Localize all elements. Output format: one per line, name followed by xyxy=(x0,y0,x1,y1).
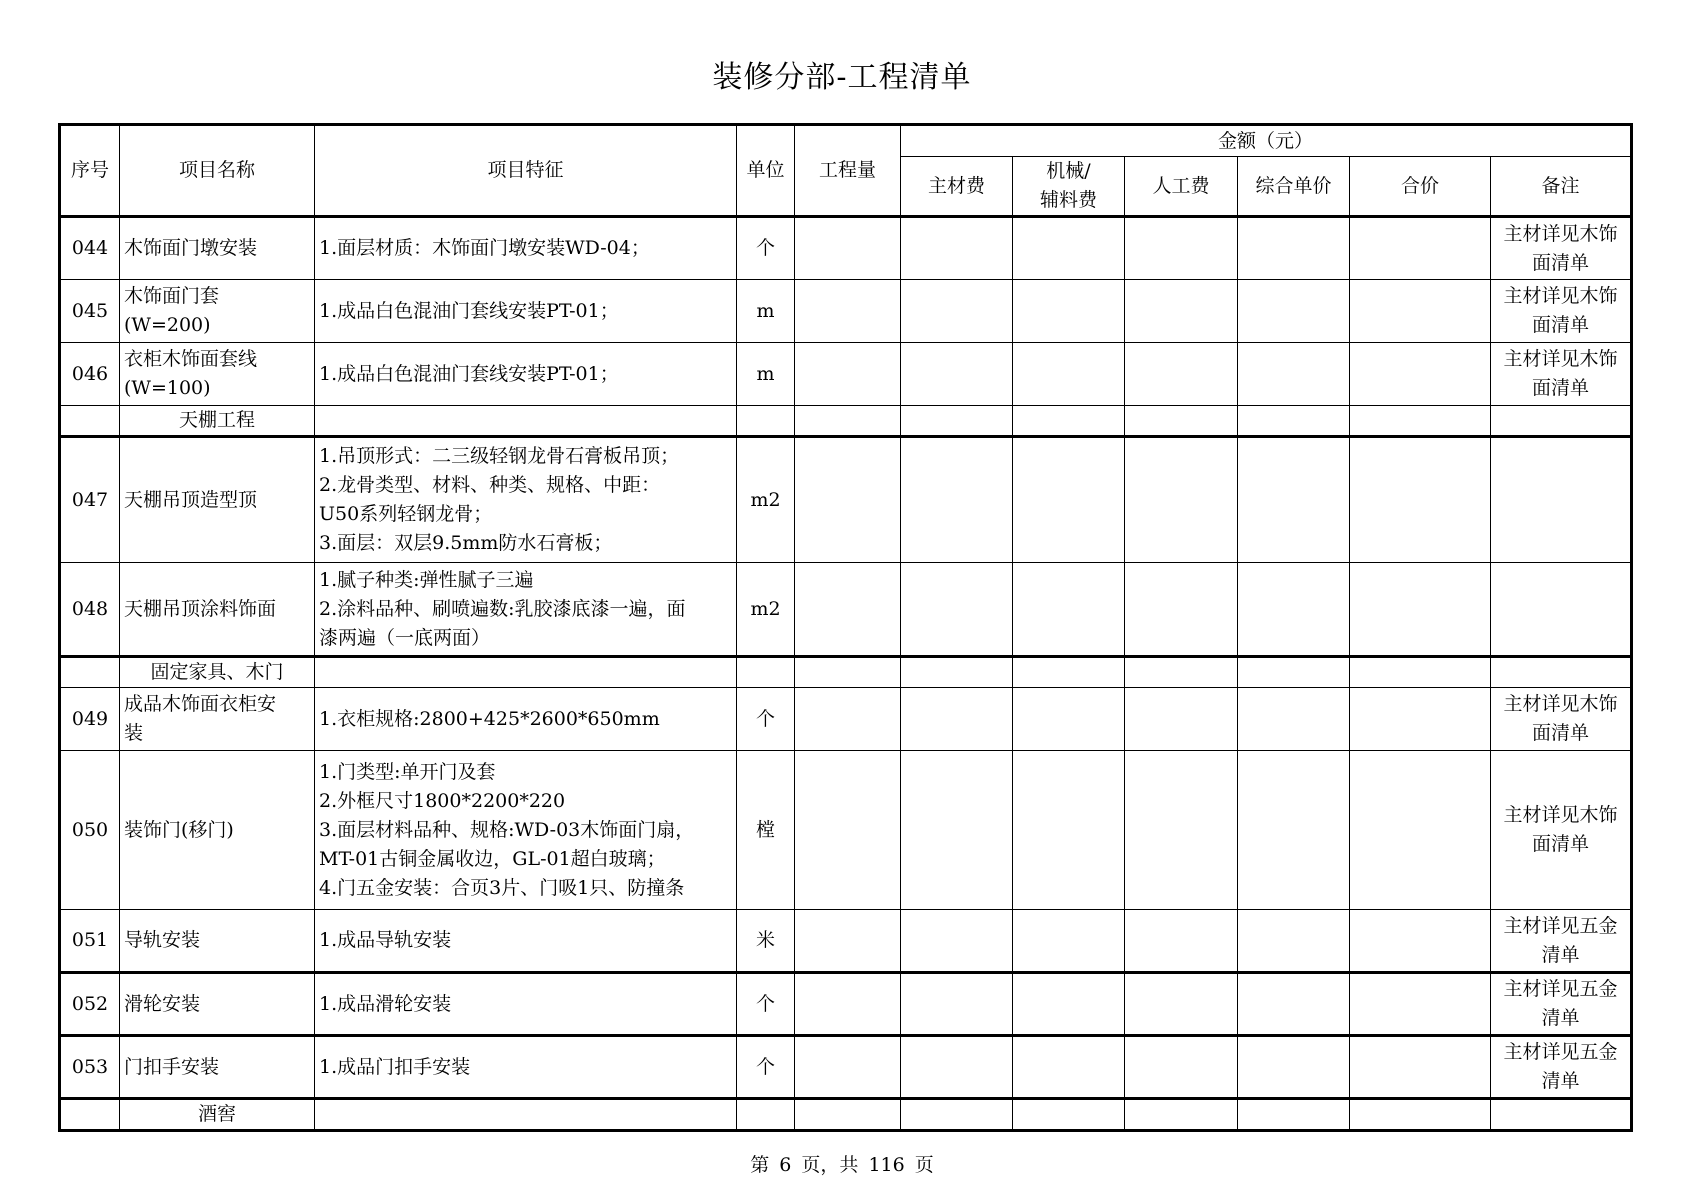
empty-cell xyxy=(1013,1099,1125,1131)
qty-cell xyxy=(795,437,901,563)
machine-cell xyxy=(1013,437,1125,563)
item-name-line: 门扣手安装 xyxy=(124,1055,220,1078)
main-material-cell xyxy=(901,563,1013,657)
empty-cell xyxy=(1125,1099,1238,1131)
header-qty: 工程量 xyxy=(795,125,901,217)
machine-cell xyxy=(1013,1036,1125,1099)
total-cell xyxy=(1350,973,1491,1036)
item-unit: 个 xyxy=(737,688,795,751)
labor-cell xyxy=(1125,1036,1238,1099)
footer-prefix: 第 xyxy=(750,1154,770,1176)
machine-cell xyxy=(1013,563,1125,657)
item-name-line: 导轨安装 xyxy=(124,929,201,951)
page-title: 装修分部-工程清单 xyxy=(712,60,972,95)
empty-cell xyxy=(1350,1099,1491,1131)
total-cell xyxy=(1350,751,1491,910)
header-total: 合价 xyxy=(1350,157,1491,217)
item-remark xyxy=(1491,217,1632,280)
unit-price-cell xyxy=(1238,1036,1350,1099)
empty-cell xyxy=(1491,1099,1632,1131)
empty-cell xyxy=(1238,1099,1350,1131)
main-material-cell xyxy=(901,1036,1013,1099)
item-name-line: 衣柜木饰面套线 xyxy=(124,348,258,370)
item-name xyxy=(120,563,315,657)
item-unit: m xyxy=(737,280,795,343)
labor-cell xyxy=(1125,437,1238,563)
item-remark-line: 面清单 xyxy=(1532,377,1590,399)
item-feature xyxy=(315,973,737,1036)
item-unit: m2 xyxy=(737,437,795,563)
item-remark-line: 主材详见五金 xyxy=(1503,1041,1618,1063)
item-remark-line: 主材详见木饰 xyxy=(1503,222,1618,245)
item-remark-line: 面清单 xyxy=(1532,251,1590,274)
empty-cell xyxy=(737,657,795,688)
qty-cell xyxy=(795,910,901,973)
item-name-line: 装 xyxy=(124,722,144,744)
qty-cell xyxy=(795,563,901,657)
item-feature xyxy=(315,1036,737,1099)
item-unit: 樘 xyxy=(737,751,795,910)
item-name-line: 天棚吊顶涂料饰面 xyxy=(124,597,277,620)
empty-cell xyxy=(795,1099,901,1131)
unit-price-cell xyxy=(1238,563,1350,657)
item-name-line: (W=200) xyxy=(124,314,211,336)
table-row xyxy=(60,688,1632,751)
item-seq: 047 xyxy=(60,437,120,563)
main-material-cell xyxy=(901,910,1013,973)
labor-cell xyxy=(1125,217,1238,280)
item-seq: 048 xyxy=(60,563,120,657)
item-feature xyxy=(315,751,737,910)
header-amount-group: 金额（元） xyxy=(901,125,1632,157)
item-seq: 053 xyxy=(60,1036,120,1099)
item-feature xyxy=(315,280,737,343)
item-unit: m2 xyxy=(737,563,795,657)
labor-cell xyxy=(1125,910,1238,973)
machine-cell xyxy=(1013,910,1125,973)
item-seq: 051 xyxy=(60,910,120,973)
item-name xyxy=(120,751,315,910)
section-row xyxy=(60,657,1632,688)
item-unit: 个 xyxy=(737,1036,795,1099)
table-row xyxy=(60,973,1632,1036)
empty-cell xyxy=(1238,406,1350,437)
empty-cell xyxy=(795,657,901,688)
item-name xyxy=(120,688,315,751)
item-remark xyxy=(1491,910,1632,973)
item-remark-line: 面清单 xyxy=(1532,833,1590,855)
footer-page-number: 6 xyxy=(779,1154,792,1176)
item-name-line: 滑轮安装 xyxy=(124,992,201,1015)
item-remark-line: 主材详见木饰 xyxy=(1503,804,1618,826)
item-remark xyxy=(1491,688,1632,751)
machine-cell xyxy=(1013,217,1125,280)
item-name-line: 天棚吊顶造型顶 xyxy=(124,488,258,511)
item-feature xyxy=(315,343,737,406)
item-remark xyxy=(1491,343,1632,406)
main-material-cell xyxy=(901,437,1013,563)
section-title: 固定家具、木门 xyxy=(120,657,315,688)
item-name xyxy=(120,217,315,280)
bill-of-quantities-table xyxy=(58,123,1633,1132)
item-name-line: (W=100) xyxy=(124,377,211,399)
empty-cell xyxy=(315,1099,737,1131)
item-feature xyxy=(315,437,737,563)
item-feature-line: 1.成品白色混油门套线安装PT-01； xyxy=(319,299,619,322)
item-remark xyxy=(1491,751,1632,910)
item-remark xyxy=(1491,563,1632,657)
table-row xyxy=(60,910,1632,973)
item-remark xyxy=(1491,1036,1632,1099)
unit-price-cell xyxy=(1238,688,1350,751)
item-name-line: 成品木饰面衣柜安 xyxy=(124,693,277,715)
empty-cell xyxy=(1350,406,1491,437)
header-machine xyxy=(1013,157,1125,217)
empty-cell xyxy=(737,406,795,437)
item-remark xyxy=(1491,973,1632,1036)
item-name-line: 木饰面门墩安装 xyxy=(124,237,258,259)
header-labor: 人工费 xyxy=(1125,157,1238,217)
empty-cell xyxy=(901,1099,1013,1131)
item-feature-line: 2.涂料品种、刷喷遍数:乳胶漆底漆一遍，面 xyxy=(319,597,686,620)
item-remark-line: 面清单 xyxy=(1532,722,1590,744)
total-cell xyxy=(1350,1036,1491,1099)
item-unit: m xyxy=(737,343,795,406)
item-feature-line: 3.面层：双层9.5mm防水石膏板； xyxy=(319,532,613,554)
header-machine-line2: 辅料费 xyxy=(1039,189,1097,211)
item-feature xyxy=(315,217,737,280)
qty-cell xyxy=(795,217,901,280)
section-seq-cell xyxy=(60,406,120,437)
empty-cell xyxy=(315,657,737,688)
item-feature-line: 漆两遍（一底两面） xyxy=(319,626,491,649)
header-name: 项目名称 xyxy=(120,125,315,217)
item-feature xyxy=(315,563,737,657)
item-unit: 米 xyxy=(737,910,795,973)
empty-cell xyxy=(1013,406,1125,437)
empty-cell xyxy=(1125,406,1238,437)
qty-cell xyxy=(795,1036,901,1099)
main-material-cell xyxy=(901,688,1013,751)
total-cell xyxy=(1350,688,1491,751)
qty-cell xyxy=(795,688,901,751)
item-feature-line: 1.成品白色混油门套线安装PT-01； xyxy=(319,362,619,385)
item-seq: 046 xyxy=(60,343,120,406)
empty-cell xyxy=(901,657,1013,688)
qty-cell xyxy=(795,280,901,343)
machine-cell xyxy=(1013,751,1125,910)
labor-cell xyxy=(1125,688,1238,751)
labor-cell xyxy=(1125,280,1238,343)
item-name xyxy=(120,973,315,1036)
unit-price-cell xyxy=(1238,910,1350,973)
header-unit-price: 综合单价 xyxy=(1238,157,1350,217)
item-feature-line: 1.腻子种类:弹性腻子三遍 xyxy=(319,568,534,591)
machine-cell xyxy=(1013,343,1125,406)
main-material-cell xyxy=(901,751,1013,910)
item-feature-line: 1.成品导轨安装 xyxy=(319,929,452,951)
qty-cell xyxy=(795,973,901,1036)
header-feature: 项目特征 xyxy=(315,125,737,217)
main-material-cell xyxy=(901,217,1013,280)
item-unit: 个 xyxy=(737,973,795,1036)
section-title: 酒窖 xyxy=(120,1099,315,1131)
labor-cell xyxy=(1125,973,1238,1036)
table-row xyxy=(60,437,1632,563)
unit-price-cell xyxy=(1238,343,1350,406)
item-remark-line: 面清单 xyxy=(1532,314,1590,336)
total-cell xyxy=(1350,910,1491,973)
empty-cell xyxy=(737,1099,795,1131)
unit-price-cell xyxy=(1238,437,1350,563)
total-cell xyxy=(1350,217,1491,280)
table-row xyxy=(60,280,1632,343)
item-remark-line: 主材详见木饰 xyxy=(1503,348,1618,370)
item-feature-line: 1.成品滑轮安装 xyxy=(319,992,452,1015)
header-main-material: 主材费 xyxy=(901,157,1013,217)
item-feature-line: 4.门五金安装：合页3片、门吸1只、防撞条 xyxy=(319,876,685,899)
item-remark-line: 主材详见木饰 xyxy=(1503,693,1618,715)
table-row xyxy=(60,751,1632,910)
item-feature-line: 3.面层材料品种、规格:WD-03木饰面门扇， xyxy=(319,818,695,841)
item-name xyxy=(120,437,315,563)
section-row xyxy=(60,406,1632,437)
item-feature-line: U50系列轻钢龙骨； xyxy=(319,503,493,525)
empty-cell xyxy=(1491,657,1632,688)
item-name xyxy=(120,343,315,406)
item-remark xyxy=(1491,437,1632,563)
item-remark-line: 清单 xyxy=(1541,943,1580,966)
main-material-cell xyxy=(901,343,1013,406)
main-material-cell xyxy=(901,973,1013,1036)
header-seq: 序号 xyxy=(60,125,120,217)
item-name xyxy=(120,1036,315,1099)
unit-price-cell xyxy=(1238,973,1350,1036)
item-remark-line: 清单 xyxy=(1541,1007,1580,1029)
header-remark: 备注 xyxy=(1491,157,1632,217)
section-seq-cell xyxy=(60,1099,120,1131)
unit-price-cell xyxy=(1238,217,1350,280)
item-seq: 052 xyxy=(60,973,120,1036)
section-title: 天棚工程 xyxy=(120,406,315,437)
qty-cell xyxy=(795,343,901,406)
item-feature xyxy=(315,910,737,973)
item-name-line: 木饰面门套 xyxy=(124,285,220,307)
footer-total-pages: 116 xyxy=(868,1154,905,1176)
item-seq: 044 xyxy=(60,217,120,280)
header-row-1 xyxy=(60,125,1632,157)
qty-cell xyxy=(795,751,901,910)
empty-cell xyxy=(795,406,901,437)
item-feature-line: 1.吊顶形式：二三级轻钢龙骨石膏板吊顶； xyxy=(319,445,680,467)
table-row xyxy=(60,1036,1632,1099)
item-remark-line: 清单 xyxy=(1541,1070,1580,1092)
item-feature-line: MT-01古铜金属收边，GL-01超白玻璃； xyxy=(319,847,666,870)
labor-cell xyxy=(1125,563,1238,657)
item-feature-line: 1.门类型:单开门及套 xyxy=(319,760,496,783)
item-remark xyxy=(1491,280,1632,343)
table-row xyxy=(60,343,1632,406)
item-feature-line: 1.成品门扣手安装 xyxy=(319,1055,471,1078)
item-feature-line: 2.外框尺寸1800*2200*220 xyxy=(319,789,566,812)
machine-cell xyxy=(1013,973,1125,1036)
labor-cell xyxy=(1125,343,1238,406)
item-remark-line: 主材详见五金 xyxy=(1503,914,1618,937)
empty-cell xyxy=(1238,657,1350,688)
empty-cell xyxy=(1013,657,1125,688)
item-name xyxy=(120,280,315,343)
empty-cell xyxy=(1350,657,1491,688)
item-unit: 个 xyxy=(737,217,795,280)
item-seq: 045 xyxy=(60,280,120,343)
labor-cell xyxy=(1125,751,1238,910)
machine-cell xyxy=(1013,688,1125,751)
total-cell xyxy=(1350,563,1491,657)
total-cell xyxy=(1350,280,1491,343)
item-feature-line: 1.衣柜规格:2800+425*2600*650mm xyxy=(319,707,660,730)
item-feature-line: 1.面层材质：木饰面门墩安装WD-04； xyxy=(319,237,650,259)
table-row xyxy=(60,217,1632,280)
empty-cell xyxy=(1125,657,1238,688)
total-cell xyxy=(1350,343,1491,406)
page-footer xyxy=(0,1150,1684,1177)
header-machine-line1: 机械/ xyxy=(1046,160,1091,182)
section-row xyxy=(60,1099,1632,1131)
item-feature xyxy=(315,688,737,751)
empty-cell xyxy=(901,406,1013,437)
machine-cell xyxy=(1013,280,1125,343)
unit-price-cell xyxy=(1238,751,1350,910)
header-unit: 单位 xyxy=(737,125,795,217)
empty-cell xyxy=(315,406,737,437)
footer-mid: 页，共 xyxy=(801,1154,859,1176)
table-row xyxy=(60,563,1632,657)
total-cell xyxy=(1350,437,1491,563)
item-seq: 049 xyxy=(60,688,120,751)
item-remark-line: 主材详见五金 xyxy=(1503,978,1618,1000)
item-name-line: 装饰门(移门) xyxy=(124,818,234,841)
item-name xyxy=(120,910,315,973)
item-remark-line: 主材详见木饰 xyxy=(1503,285,1618,307)
main-material-cell xyxy=(901,280,1013,343)
section-seq-cell xyxy=(60,657,120,688)
item-seq: 050 xyxy=(60,751,120,910)
empty-cell xyxy=(1491,406,1632,437)
footer-suffix: 页 xyxy=(914,1154,934,1176)
item-feature-line: 2.龙骨类型、材料、种类、规格、中距： xyxy=(319,474,661,496)
unit-price-cell xyxy=(1238,280,1350,343)
